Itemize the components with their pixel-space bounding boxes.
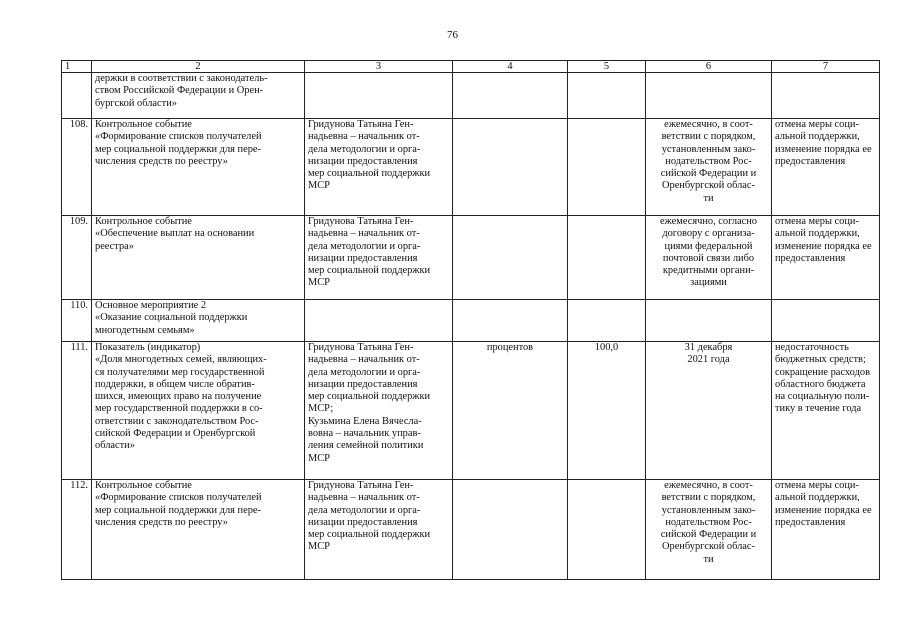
row-number: 108. bbox=[62, 119, 92, 216]
table-row bbox=[62, 216, 880, 300]
row-risk bbox=[772, 300, 880, 342]
row-responsible bbox=[305, 73, 453, 119]
row-deadline bbox=[646, 300, 772, 342]
row-unit bbox=[453, 216, 568, 300]
row-unit bbox=[453, 300, 568, 342]
row-value bbox=[568, 119, 646, 216]
row-value bbox=[568, 216, 646, 300]
row-responsible: Гридунова Татьяна Ген- надьевна – начальник от- дела методологии и орга- низации предоставления мер социальной поддержки МСР bbox=[305, 119, 453, 216]
table-row bbox=[62, 342, 880, 480]
row-risk: отмена меры соци- альной поддержки, изменение порядка ее предоставления bbox=[772, 480, 880, 580]
page-number: 76 bbox=[447, 29, 458, 41]
col-header-1: 1 bbox=[62, 61, 92, 73]
row-deadline bbox=[646, 73, 772, 119]
row-unit bbox=[453, 480, 568, 580]
row-deadline: 31 декабря 2021 года bbox=[646, 342, 772, 480]
row-risk bbox=[772, 73, 880, 119]
row-value bbox=[568, 300, 646, 342]
row-value bbox=[568, 480, 646, 580]
col-header-3: 3 bbox=[305, 61, 453, 73]
row-number: 111. bbox=[62, 342, 92, 480]
row-value bbox=[568, 73, 646, 119]
row-responsible bbox=[305, 300, 453, 342]
row-name: Контрольное событие «Формирование списков получателей мер социальной поддержки для пере- числения средств по реестру» bbox=[92, 480, 305, 580]
column-number-row bbox=[62, 61, 880, 73]
table-row bbox=[62, 73, 880, 119]
row-risk: отмена меры соци- альной поддержки, изменение порядка ее предоставления bbox=[772, 216, 880, 300]
table-row bbox=[62, 119, 880, 216]
program-table bbox=[61, 60, 880, 580]
col-header-2: 2 bbox=[92, 61, 305, 73]
row-name: Показатель (индикатор) «Доля многодетных семей, являющих- ся получателями мер государственной поддержки, в общем числе обратив- шихся, имеющих право на получение мер государственной поддержки в со- ответствии с законодательством Рос- сийской Федерации и Оренбургской области» bbox=[92, 342, 305, 480]
row-deadline: ежемесячно, в соот- ветствии с порядком, установленным зако- нодательством Рос- сийской Федерации и Оренбургской облас- ти bbox=[646, 480, 772, 580]
col-header-7: 7 bbox=[772, 61, 880, 73]
row-risk: недостаточность бюджетных средств; сокращение расходов областного бюджета на социальную поли- тику в течение года bbox=[772, 342, 880, 480]
row-responsible: Гридунова Татьяна Ген- надьевна – начальник от- дела методологии и орга- низации предоставления мер социальной поддержки МСР bbox=[305, 216, 453, 300]
row-unit bbox=[453, 119, 568, 216]
col-header-5: 5 bbox=[568, 61, 646, 73]
row-number: 110. bbox=[62, 300, 92, 342]
table-row bbox=[62, 480, 880, 580]
row-unit: процентов bbox=[453, 342, 568, 480]
col-header-4: 4 bbox=[453, 61, 568, 73]
row-deadline: ежемесячно, согласно договору с организа- циями федеральной почтовой связи либо кредитными органи- зациями bbox=[646, 216, 772, 300]
row-unit bbox=[453, 73, 568, 119]
col-header-6: 6 bbox=[646, 61, 772, 73]
row-deadline: ежемесячно, в соот- ветствии с порядком, установленным зако- нодательством Рос- сийской Федерации и Оренбургской облас- ти bbox=[646, 119, 772, 216]
row-name: Контрольное событие «Обеспечение выплат на основании реестра» bbox=[92, 216, 305, 300]
table-row bbox=[62, 300, 880, 342]
row-risk: отмена меры соци- альной поддержки, изменение порядка ее предоставления bbox=[772, 119, 880, 216]
row-responsible: Гридунова Татьяна Ген- надьевна – начальник от- дела методологии и орга- низации предоставления мер социальной поддержки МСР; Кузьмина Елена Вячесла- вовна – начальник управ- ления семейной политики МСР bbox=[305, 342, 453, 480]
row-value: 100,0 bbox=[568, 342, 646, 480]
row-name: Основное мероприятие 2 «Оказание социальной поддержки многодетным семьям» bbox=[92, 300, 305, 342]
row-name: Контрольное событие «Формирование списков получателей мер социальной поддержки для пере- числения средств по реестру» bbox=[92, 119, 305, 216]
row-number bbox=[62, 73, 92, 119]
row-responsible: Гридунова Татьяна Ген- надьевна – начальник от- дела методологии и орга- низации предоставления мер социальной поддержки МСР bbox=[305, 480, 453, 580]
row-number: 109. bbox=[62, 216, 92, 300]
row-number: 112. bbox=[62, 480, 92, 580]
row-name: держки в соответствии с законодатель- ством Российской Федерации и Орен- бургской области» bbox=[92, 73, 305, 119]
